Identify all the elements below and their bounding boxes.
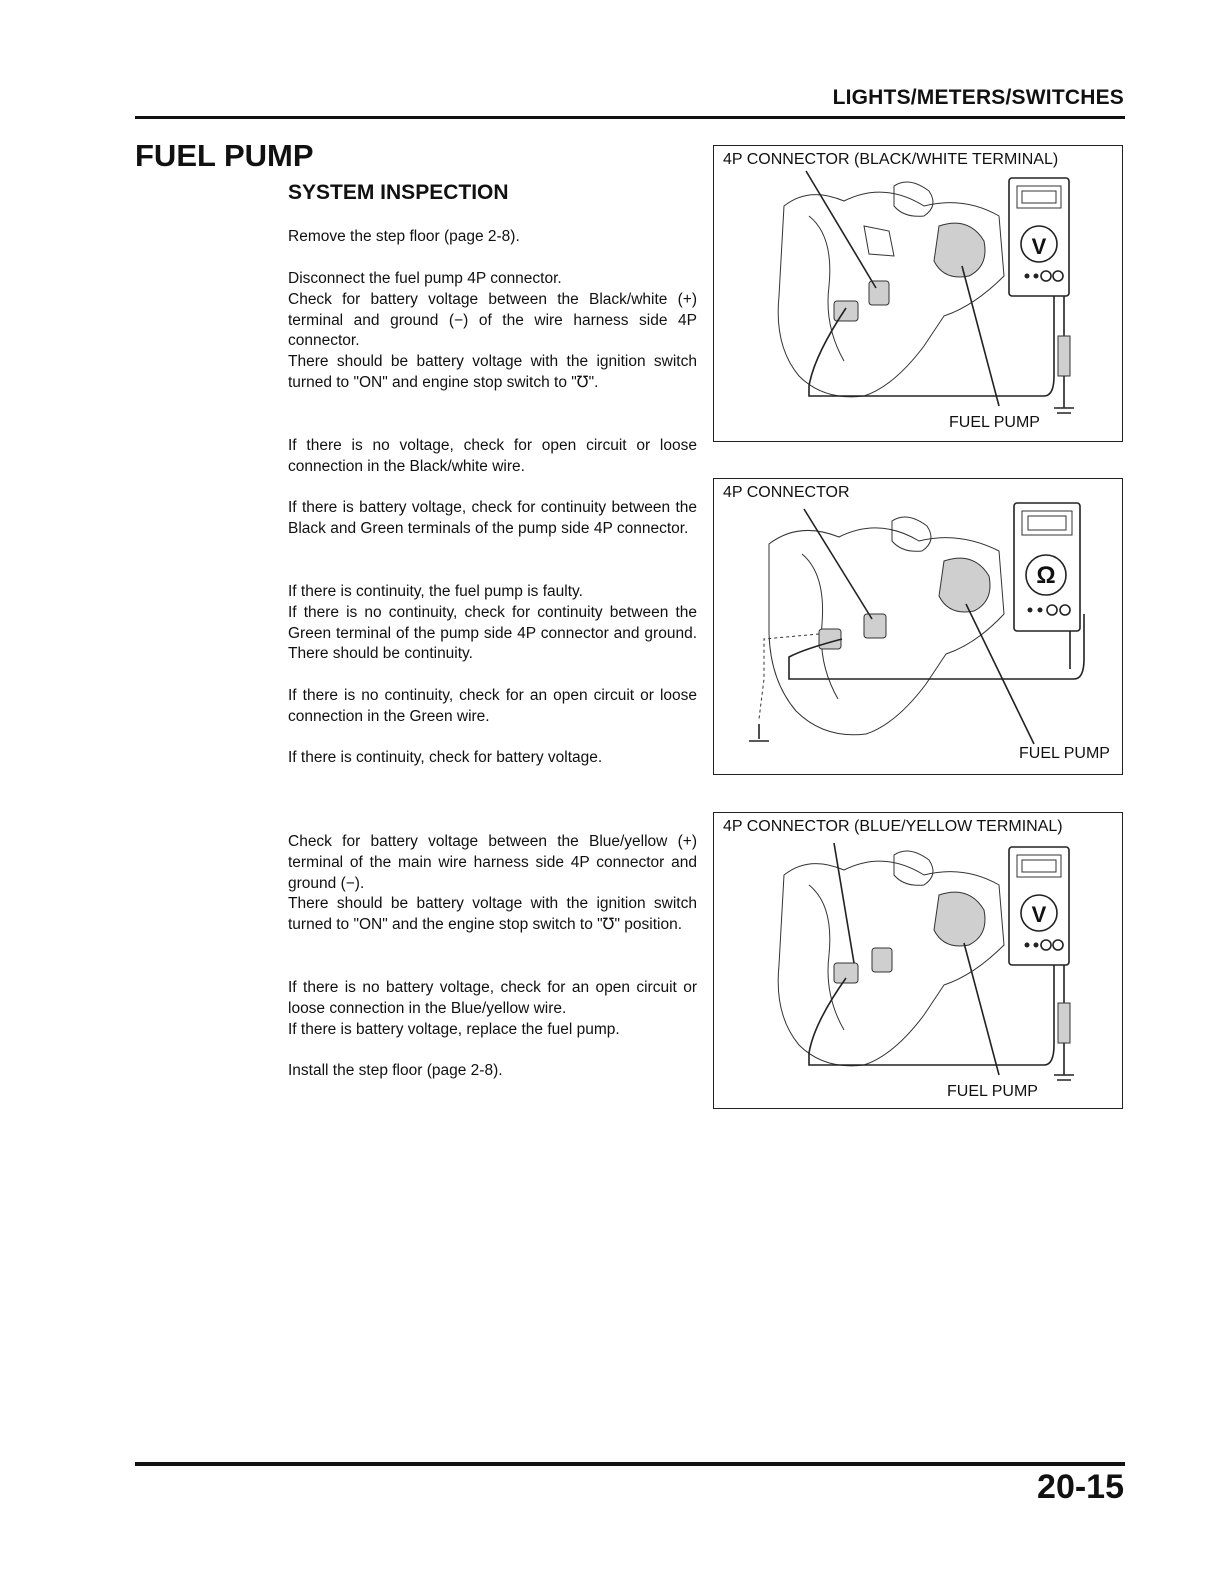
paragraph-line: Check for battery voltage between the Blue/yellow (+) terminal of the main wire harness side 4P connector and ground (−). [288,833,697,892]
wiring-illustration [714,479,1124,776]
step-check-voltage [288,269,697,394]
figure-voltage-check-blue-yellow [713,812,1123,1109]
paragraph-line: There should be battery voltage with the ignition switch turned to "ON" and engine stop switch to "℧". [288,353,697,391]
step-remove-floor [288,227,697,248]
paragraph-line: If there is no battery voltage, check for an open circuit or loose connection in the Blue/yellow wire. [288,979,697,1017]
wiring-illustration [714,813,1124,1110]
step-green-wire [288,686,697,728]
ohmmeter-symbol: Ω [1036,562,1056,589]
step-blue-yellow-result [288,978,697,1040]
voltmeter-symbol: V [1031,234,1047,259]
paragraph-line: If there is continuity, check for battery voltage. [288,749,603,766]
header-rule [135,116,1125,119]
page-title: FUEL PUMP [135,138,314,173]
paragraph-line: If there is continuity, the fuel pump is faulty. [288,583,583,600]
figure-caption: 4P CONNECTOR (BLACK/WHITE TERMINAL) [723,151,1059,168]
paragraph-line: If there is no continuity, check for continuity between the Green terminal of the pump side 4P connector and ground. There should be continuity. [288,603,697,663]
paragraph-line: If there is no voltage, check for open circuit or loose connection in the Black/white wire. [288,437,697,475]
paragraph-line: Install the step floor (page 2-8). [288,1062,503,1079]
fuel-pump-label: FUEL PUMP [947,1083,1038,1100]
voltmeter-symbol: V [1031,902,1047,927]
figure-voltage-check-black-white [713,145,1123,442]
step-check-continuity [288,498,697,540]
paragraph-line: Disconnect the fuel pump 4P connector. [288,270,562,287]
paragraph-line: Check for battery voltage between the Black/white (+) terminal and ground (−) of the wire harness side 4P connector. [288,290,697,350]
step-continuity-ok [288,748,697,769]
paragraph-line: If there is battery voltage, check for continuity between the Black and Green terminals of the pump side 4P connector. [288,499,697,537]
paragraph-line: There should be battery voltage with the ignition switch turned to "ON" and the engine stop switch to "℧" position. [288,895,697,934]
paragraph-line: If there is no continuity, check for an open circuit or loose connection in the Green wire. [288,687,697,725]
step-install-floor [288,1061,697,1082]
figure-caption: 4P CONNECTOR [723,484,850,501]
section-header: LIGHTS/METERS/SWITCHES [832,86,1124,109]
step-blue-yellow-voltage [288,832,697,936]
page-number: 20-15 [1037,1468,1124,1506]
section-subtitle: SYSTEM INSPECTION [288,181,509,204]
wiring-illustration [714,146,1124,443]
figure-continuity-check [713,478,1123,775]
step-no-voltage [288,436,697,478]
fuel-pump-label: FUEL PUMP [1019,745,1110,762]
paragraph-line: Remove the step floor (page 2-8). [288,228,520,245]
footer-rule [135,1462,1125,1466]
figure-caption: 4P CONNECTOR (BLUE/YELLOW TERMINAL) [723,818,1063,835]
paragraph-line: If there is battery voltage, replace the fuel pump. [288,1020,620,1038]
fuel-pump-label: FUEL PUMP [949,414,1040,431]
step-continuity-result [288,582,697,665]
